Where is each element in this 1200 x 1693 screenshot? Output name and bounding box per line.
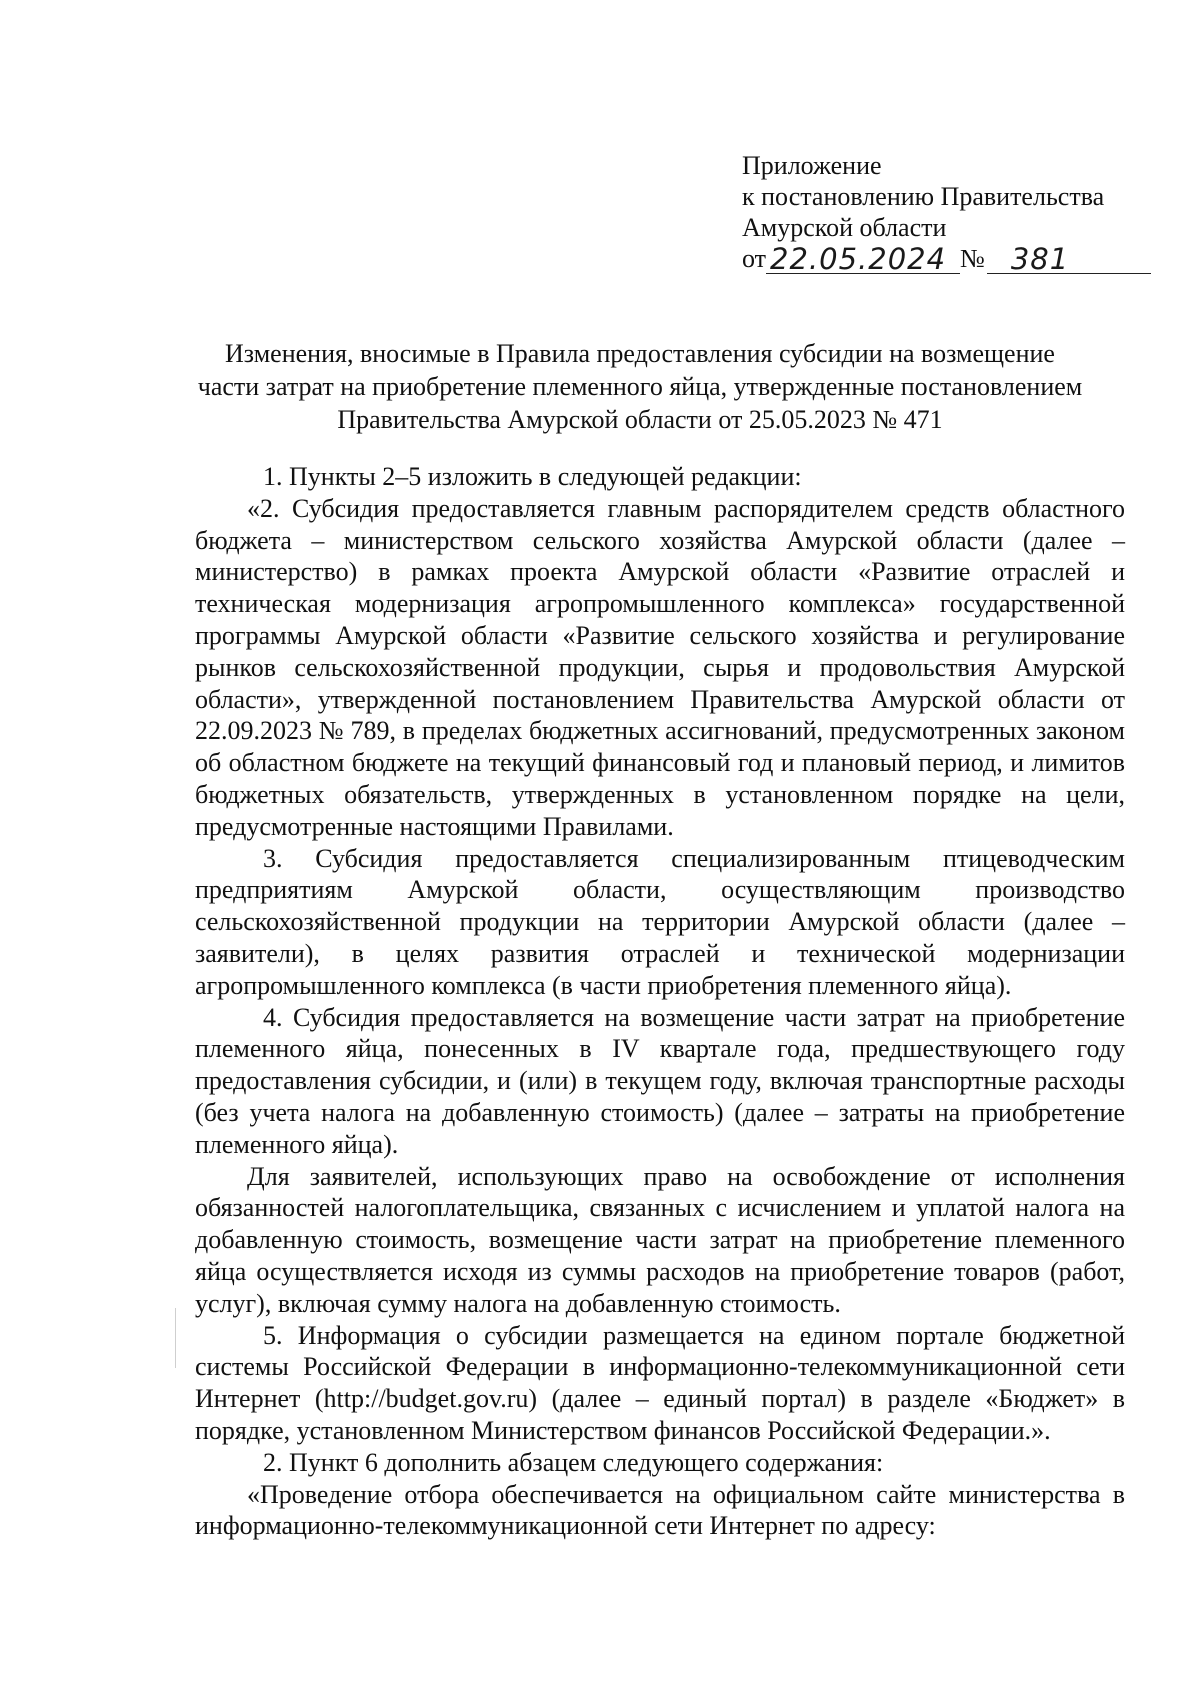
number-prefix: №	[960, 244, 985, 273]
appendix-title: Приложение	[742, 151, 882, 180]
paragraph-point-5: 5. Информация о субсидии размещается на едином портале бюджетной системы Российской Федерации в информационно-телекоммуникационной сети Интернет (http://budget.gov.ru) (далее – единый портал) в разделе «Бюджет» в порядке, установленном Министерством финансов Российской Федерации.».	[195, 1320, 1125, 1445]
handwritten-date: 22.05.2024	[766, 245, 960, 274]
paragraph-item-1: 1. Пункты 2–5 изложить в следующей редакции:	[263, 462, 802, 491]
document-body	[195, 461, 1125, 1542]
handwritten-number: 381	[987, 245, 1151, 274]
paragraph-point-2: «2. Субсидия предоставляется главным распорядителем средств областного бюджета – министерством сельского хозяйства Амурской области (далее – министерство) в рамках проекта Амурской области «Развитие отраслей и техническая модернизация агропромышленного комплекса» государственной программы Амурской области «Развитие сельского хозяйства и регулирование рынков сельскохозяйственной продукции, сырья и продовольствия Амурской области», утвержденной постановлением Правительства Амурской области от 22.09.2023 № 789, в пределах бюджетных ассигнований, предусмотренных законом об областном бюджете на текущий финансовый год и плановый период, и лимитов бюджетных обязательств, утвержденных в установленном порядке на цели, предусмотренные настоящими Правилами.	[195, 493, 1125, 841]
paragraph-point-3: 3. Субсидия предоставляется специализированным птицеводческим предприятиям Амурской области, осуществляющим производство сельскохозяйственной продукции на территории Амурской области (далее – заявители), в целях развития отраслей и технической модернизации агропромышленного комплекса (в части приобретения племенного яйца).	[195, 843, 1125, 1000]
appendix-region: Амурской области	[742, 213, 947, 242]
date-prefix: от	[742, 244, 767, 273]
scan-artifact	[175, 1308, 176, 1368]
document-title	[160, 337, 1120, 436]
title-line: Изменения, вносимые в Правила предоставления субсидии на возмещение	[225, 339, 1055, 368]
appendix-block	[742, 150, 1151, 274]
paragraph-vat-note: Для заявителей, использующих право на освобождение от исполнения обязанностей налогоплательщика, связанных с исчислением и уплатой налога на добавленную стоимость, возмещение части затрат на приобретение племенного яйца осуществляется исходя из суммы расходов на приобретение товаров (работ, услуг), включая сумму налога на добавленную стоимость.	[195, 1161, 1125, 1318]
appendix-date-line	[742, 243, 1151, 274]
paragraph-selection: «Проведение отбора обеспечивается на официальном сайте министерства в информационно-телекоммуникационной сети Интернет по адресу:	[195, 1479, 1125, 1541]
paragraph-point-4: 4. Субсидия предоставляется на возмещение части затрат на приобретение племенного яйца, понесенных в IV квартале года, предшествующего году предоставления субсидии, и (или) в текущем году, включая транспортные расходы (без учета налога на добавленную стоимость) (далее – затраты на приобретение племенного яйца).	[195, 1002, 1125, 1159]
title-line: части затрат на приобретение племенного яйца, утвержденные постановлением	[197, 372, 1083, 401]
paragraph-item-2: 2. Пункт 6 дополнить абзацем следующего содержания:	[263, 1447, 884, 1477]
title-line: Правительства Амурской области от 25.05.2023 № 471	[337, 405, 943, 434]
appendix-reference: к постановлению Правительства	[742, 182, 1105, 211]
